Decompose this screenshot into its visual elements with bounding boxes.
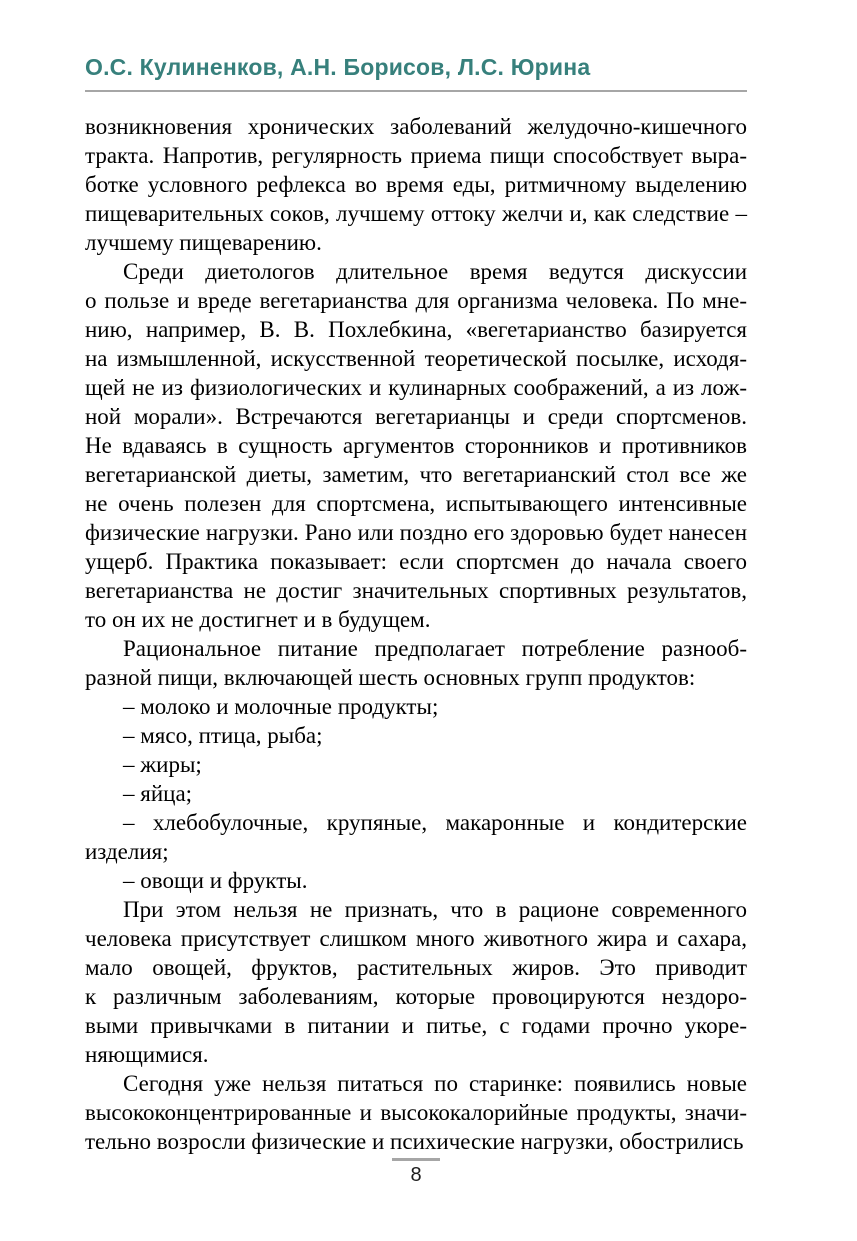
text-line: Не вдаваясь в сущность аргументов сторонников и противников bbox=[85, 433, 747, 458]
text-line: вегетарианской диеты, заметим, что вегетарианский стол все же bbox=[85, 462, 747, 487]
text-line: щей не из физиологических и кулинарных соображений, а из лож- bbox=[85, 375, 747, 400]
text-line: пищеварительных соков, лучшему оттоку желчи и, как следствие – bbox=[85, 201, 747, 226]
text-line: няющимися. bbox=[85, 1042, 209, 1067]
text-line: мало овощей, фруктов, растительных жиров. Это приводит bbox=[85, 955, 747, 980]
footer-divider bbox=[392, 1158, 440, 1161]
text-line: о пользе и вреде вегетарианства для организма человека. По мне- bbox=[85, 288, 747, 313]
text-line: возникновения хронических заболеваний желудочно-кишечного bbox=[85, 114, 747, 139]
running-head bbox=[85, 54, 747, 92]
text-line: – яйца; bbox=[123, 781, 193, 806]
header-divider bbox=[85, 90, 747, 92]
text-line: – мясо, птица, рыба; bbox=[123, 723, 323, 748]
text-line: человека присутствует слишком много животного жира и сахара, bbox=[85, 926, 747, 951]
text-line: то он их не достигнет и в будущем. bbox=[85, 607, 431, 632]
text-line: к различным заболеваниям, которые провоцируются нездоро- bbox=[85, 984, 747, 1009]
text-line: ной морали». Встречаются вегетарианцы и среди спортсменов. bbox=[85, 404, 747, 429]
text-line: лучшему пищеварению. bbox=[85, 230, 322, 255]
text-line: – овощи и фрукты. bbox=[123, 868, 308, 893]
text-line: тракта. Напротив, регулярность приема пищи способствует выра- bbox=[85, 143, 747, 168]
text-line: высококонцентрированные и высококалорийные продукты, значи- bbox=[85, 1100, 747, 1125]
text-line: Среди диетологов длительное время ведутся дискуссии bbox=[123, 259, 747, 284]
authors-heading: О.С. Кулиненков, А.Н. Борисов, Л.С. Юрина bbox=[85, 54, 591, 80]
text-line: ущерб. Практика показывает: если спортсмен до начала своего bbox=[85, 549, 747, 574]
text-line: При этом нельзя не признать, что в рационе современного bbox=[123, 897, 747, 922]
text-line: ботке условного рефлекса во время еды, ритмичному выделению bbox=[85, 172, 747, 197]
text-line: Рациональное питание предполагает потребление разнооб- bbox=[123, 636, 747, 661]
text-line: вегетарианства не достиг значительных спортивных результатов, bbox=[85, 578, 747, 603]
text-line: – хлебобулочные, крупяные, макаронные и кондитерские bbox=[123, 810, 747, 835]
text-line: изделия; bbox=[85, 839, 169, 864]
text-line: тельно возросли физические и психические нагрузки, обострились bbox=[85, 1129, 744, 1154]
page-footer bbox=[85, 1158, 747, 1187]
page-number: 8 bbox=[410, 1164, 422, 1186]
text-line: физические нагрузки. Рано или поздно его здоровью будет нанесен bbox=[85, 520, 747, 545]
text-line: – молоко и молочные продукты; bbox=[123, 694, 439, 719]
text-line: разной пищи, включающей шесть основных групп продуктов: bbox=[85, 665, 696, 690]
text-line: – жиры; bbox=[123, 752, 202, 777]
page-body bbox=[85, 112, 747, 1156]
text-line: выми привычками в питании и питье, с годами прочно укоре- bbox=[85, 1013, 747, 1038]
text-line: не очень полезен для спортсмена, испытывающего интенсивные bbox=[85, 491, 747, 516]
text-line: Сегодня уже нельзя питаться по старинке: появились новые bbox=[123, 1071, 747, 1096]
text-line: нию, например, В. В. Похлебкина, «вегетарианство базируется bbox=[85, 317, 747, 342]
text-line: на измышленной, искусственной теоретической посылке, исходя- bbox=[85, 346, 747, 371]
